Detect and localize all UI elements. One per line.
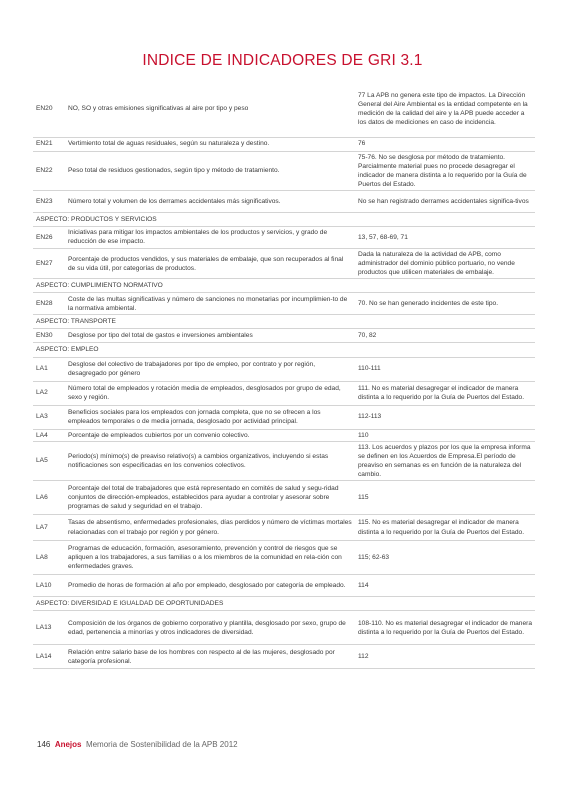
indicator-code: EN22	[33, 151, 65, 190]
indicator-description: Periodo(s) mínimo(s) de preaviso relativo(s) a cambios organizativos, incluyendo si estas notificaciones son especificadas en los convenios colectivos.	[65, 441, 355, 480]
aspect-label: ASPECTO: PRODUCTOS Y SERVICIOS	[33, 212, 535, 226]
indicator-response: No se han registrado derrames accidentales significa-tivos	[355, 190, 535, 212]
aspect-row	[33, 315, 535, 329]
indicator-response: 70. No se han generado incidentes de este tipo.	[355, 293, 535, 315]
indicator-row	[33, 151, 535, 190]
indicator-description: Composición de los órganos de gobierno corporativo y plantilla, desglosado por sexo, grupo de edad, pertenencia a minorías y otros indicadores de diversidad.	[65, 611, 355, 645]
indicator-response: 76	[355, 137, 535, 151]
indicator-response: 112	[355, 645, 535, 669]
indicator-code: EN23	[33, 190, 65, 212]
gri-indicators-table	[33, 81, 535, 669]
indicator-response: 111. No es material desagregar el indicador de manera distinta a lo requerido por la Guía de Puertos del Estado.	[355, 381, 535, 405]
indicator-code: LA4	[33, 429, 65, 441]
indicator-response: 112-113	[355, 405, 535, 429]
indicator-code: EN30	[33, 329, 65, 343]
indicator-row	[33, 405, 535, 429]
indicator-response: 113. Los acuerdos y plazos por los que la empresa informa se definen en los Acuerdos de Empresa.El período de preaviso en semanas es en función de la naturaleza del cambio.	[355, 441, 535, 480]
indicator-row	[33, 293, 535, 315]
indicator-row	[33, 329, 535, 343]
indicator-response: Dada la naturaleza de la actividad de APB, como administrador del dominio público portuario, no vende productos que utilicen materiales de embalaje.	[355, 248, 535, 278]
section-name: Anejos	[54, 740, 82, 749]
indicator-response: 114	[355, 575, 535, 597]
indicator-description: Desglose por tipo del total de gastos e inversiones ambientales	[65, 329, 355, 343]
page-footer	[37, 740, 238, 749]
indicator-code: LA1	[33, 357, 65, 381]
indicator-description: Porcentaje del total de trabajadores que está representado en comités de salud y segu-ridad conjuntos de dirección-empleados, establecidos para ayudar a controlar y asesorar sobre programas de salud y seguridad en el trabajo.	[65, 481, 355, 515]
indicator-code: LA6	[33, 481, 65, 515]
indicator-row	[33, 381, 535, 405]
aspect-row	[33, 343, 535, 357]
gri-table-body	[33, 81, 535, 669]
indicator-row	[33, 226, 535, 248]
indicator-description: NO, SO y otras emisiones significativas al aire por tipo y peso	[65, 81, 355, 137]
indicator-code: LA8	[33, 541, 65, 575]
indicator-response: 75-76. No se desglosa por método de tratamiento. Parcialmente material pues no procede desagregar el indicador de manera distinta a lo requerido por la Guía de Puertos del Estado.	[355, 151, 535, 190]
indicator-description: Peso total de residuos gestionados, según tipo y método de tratamiento.	[65, 151, 355, 190]
indicator-description: Promedio de horas de formación al año por empleado, desglosado por categoría de empleado.	[65, 575, 355, 597]
indicator-code: EN21	[33, 137, 65, 151]
indicator-response: 115. No es material desagregar el indicador de manera distinta a lo requerido por la Guía de Puertos del Estado.	[355, 515, 535, 541]
indicator-row	[33, 137, 535, 151]
page-number: 146	[37, 740, 51, 749]
indicator-row	[33, 541, 535, 575]
indicator-response: 110-111	[355, 357, 535, 381]
indicator-description: Iniciativas para mitigar los impactos ambientales de los productos y servicios, y grado de reducción de ese impacto.	[65, 226, 355, 248]
indicator-row	[33, 441, 535, 480]
indicator-description: Número total y volumen de los derrames accidentales más significativos.	[65, 190, 355, 212]
indicator-description: Coste de las multas significativas y número de sanciones no monetarias por incumplimien-to de la normativa ambiental.	[65, 293, 355, 315]
indicator-code: EN27	[33, 248, 65, 278]
indicator-code: EN26	[33, 226, 65, 248]
indicator-description: Programas de educación, formación, asesoramiento, prevención y control de riesgos que se apliquen a los trabajadores, a sus familias o a los miembros de la comunidad en rela-ción con enfermedades graves.	[65, 541, 355, 575]
indicator-description: Porcentaje de empleados cubiertos por un convenio colectivo.	[65, 429, 355, 441]
indicator-code: LA13	[33, 611, 65, 645]
document-name: Memoria de Sostenibilidad de la APB 2012	[85, 740, 238, 749]
indicator-code: LA2	[33, 381, 65, 405]
indicator-row	[33, 515, 535, 541]
indicator-code: EN20	[33, 81, 65, 137]
indicator-description: Porcentaje de productos vendidos, y sus materiales de embalaje, que son recuperados al final de su vida útil, por categorías de productos.	[65, 248, 355, 278]
aspect-row	[33, 279, 535, 293]
indicator-row	[33, 357, 535, 381]
aspect-row	[33, 597, 535, 611]
indicator-row	[33, 81, 535, 137]
indicator-description: Beneficios sociales para los empleados con jornada completa, que no se ofrecen a los empleados temporales o de media jornada, desglosado por actividad principal.	[65, 405, 355, 429]
indicator-description: Número total de empleados y rotación media de empleados, desglosados por grupo de edad, sexo y región.	[65, 381, 355, 405]
page-title: INDICE DE INDICADORES DE GRI 3.1	[142, 52, 423, 69]
indicator-description: Tasas de absentismo, enfermedades profesionales, días perdidos y número de víctimas mortales relacionadas con el trabajo por región y por género.	[65, 515, 355, 541]
indicator-response: 115	[355, 481, 535, 515]
indicator-row	[33, 611, 535, 645]
indicator-description: Relación entre salario base de los hombres con respecto al de las mujeres, desglosado por categoría profesional.	[65, 645, 355, 669]
indicator-response: 77 La APB no genera este tipo de impactos. La Dirección General del Aire Ambiental es la entidad competente en la medición de la calidad del aire y la APB puede acceder a los datos de mediciones en caso de incidencia.	[355, 81, 535, 137]
aspect-row	[33, 212, 535, 226]
indicator-code: EN28	[33, 293, 65, 315]
indicator-row	[33, 481, 535, 515]
indicator-code: LA5	[33, 441, 65, 480]
aspect-label: ASPECTO: EMPLEO	[33, 343, 535, 357]
aspect-label: ASPECTO: TRANSPORTE	[33, 315, 535, 329]
indicator-response: 110	[355, 429, 535, 441]
indicator-code: LA14	[33, 645, 65, 669]
indicator-response: 70, 82	[355, 329, 535, 343]
indicator-response: 115; 62-63	[355, 541, 535, 575]
indicator-row	[33, 248, 535, 278]
indicator-code: LA7	[33, 515, 65, 541]
indicator-description: Vertimiento total de aguas residuales, según su naturaleza y destino.	[65, 137, 355, 151]
indicator-response: 108-110. No es material desagregar el indicador de manera distinta a lo requerido por la Guía de Puertos del Estado.	[355, 611, 535, 645]
indicator-row	[33, 190, 535, 212]
aspect-label: ASPECTO: DIVERSIDAD E IGUALDAD DE OPORTUNIDADES	[33, 597, 535, 611]
indicator-row	[33, 429, 535, 441]
indicator-description: Desglose del colectivo de trabajadores por tipo de empleo, por contrato y por región, desagregado por género	[65, 357, 355, 381]
aspect-label: ASPECTO: CUMPLIMIENTO NORMATIVO	[33, 279, 535, 293]
indicator-code: LA10	[33, 575, 65, 597]
indicator-row	[33, 575, 535, 597]
indicator-code: LA3	[33, 405, 65, 429]
indicator-row	[33, 645, 535, 669]
indicator-response: 13, 57, 68-69, 71	[355, 226, 535, 248]
